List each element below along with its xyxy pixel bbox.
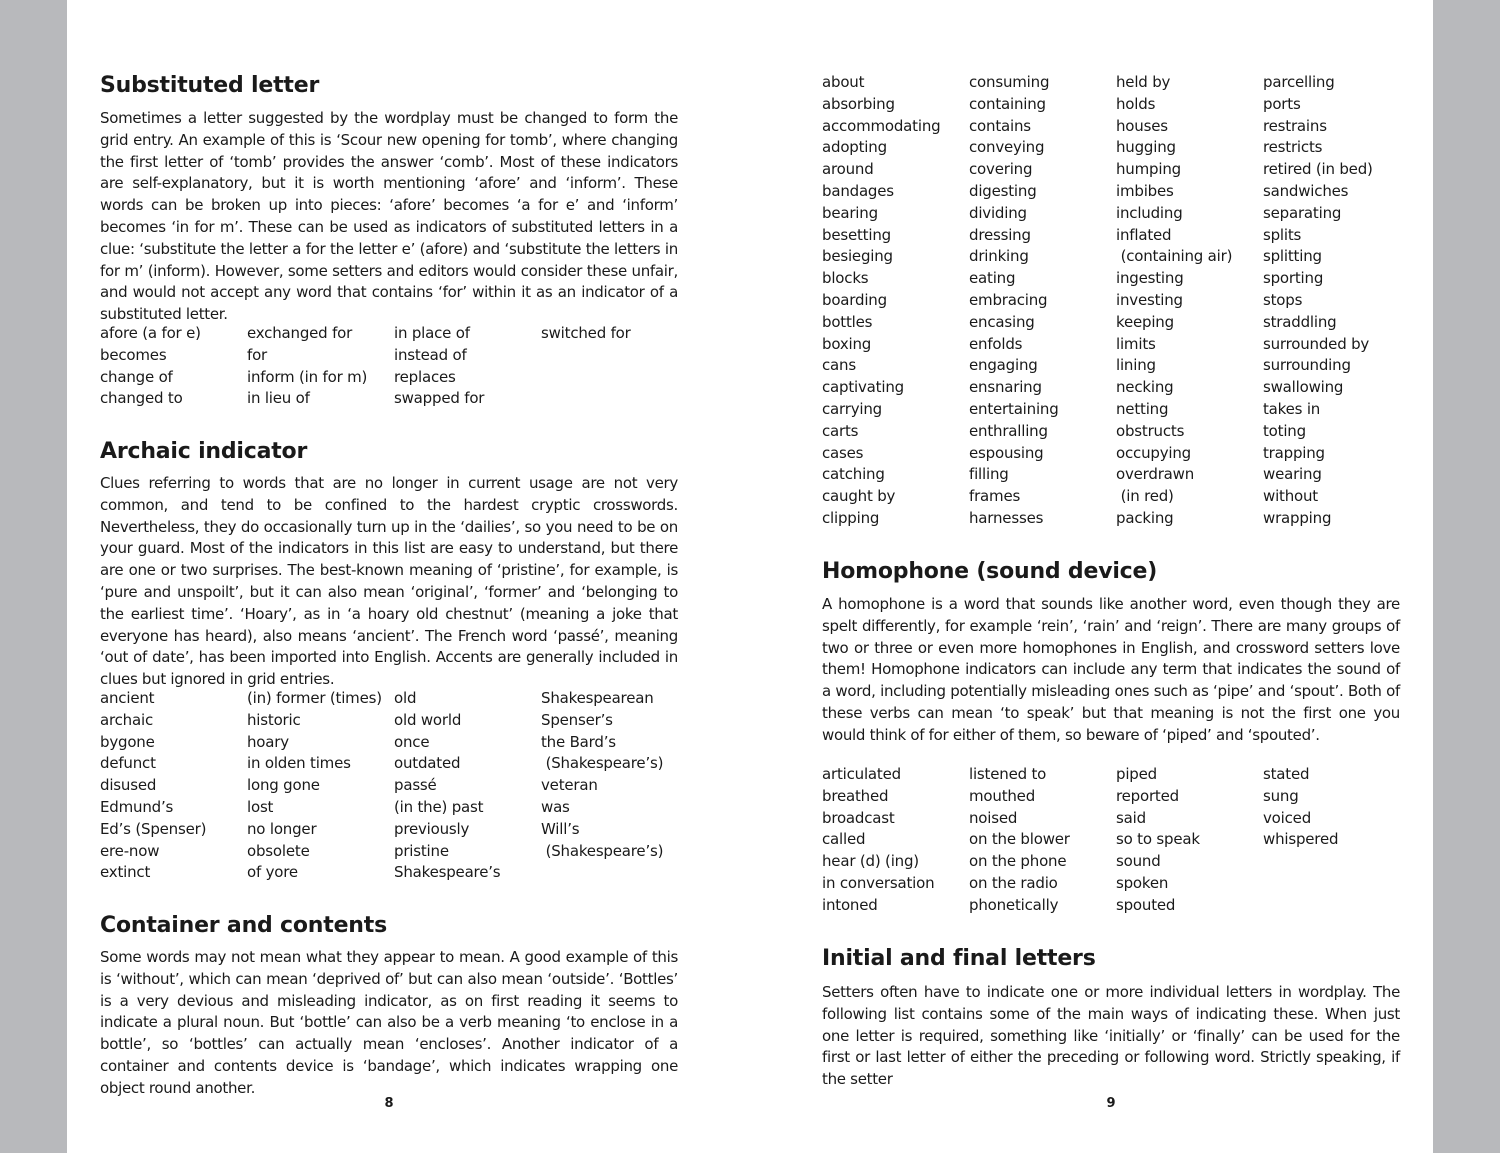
list-item: lining — [1116, 356, 1156, 375]
section-heading: Homophone (sound device) — [822, 559, 1158, 584]
list-item: holds — [1116, 94, 1156, 113]
list-item: houses — [1116, 116, 1168, 135]
list-item: on the blower — [969, 830, 1070, 849]
list-item: containing — [969, 94, 1046, 113]
list-item: in lieu of — [247, 389, 310, 408]
list-item: around — [822, 160, 874, 179]
list-item: cans — [822, 356, 856, 375]
word-column — [1116, 764, 1263, 917]
section-body: Some words may not mean what they appear to mean. A good example of this is ‘without’, which can mean ‘deprived of’ but can also mean ‘outside’. ‘Bottles’ is a very devious and misleading indicator, as on first reading it seems to indicate a plural noun. But ‘bottle’ can also be a verb meaning ‘to enclose in a bottle’, so ‘bottles’ can actually mean ‘encloses’. Another indicator of a container and contents device is ‘bandage’, which indicates wrapping one object round another. — [100, 948, 678, 1097]
list-item: trapping — [1263, 443, 1325, 462]
word-column — [100, 688, 247, 884]
list-item: piped — [1116, 765, 1157, 783]
list-item: inflated — [1116, 225, 1172, 244]
list-item: (in the) past — [394, 797, 484, 816]
word-column — [1263, 72, 1400, 530]
list-item: the Bard’s — [541, 732, 616, 751]
list-item: noised — [969, 808, 1018, 827]
list-item: separating — [1263, 203, 1342, 222]
list-item: swallowing — [1263, 378, 1344, 397]
word-column — [247, 323, 394, 410]
list-item: called — [822, 830, 866, 849]
list-item: bottles — [822, 312, 873, 331]
section-heading: Container and contents — [100, 913, 387, 938]
section-heading: Initial and final letters — [822, 946, 1096, 971]
list-item: switched for — [541, 324, 631, 342]
list-item: including — [1116, 203, 1183, 222]
word-column — [394, 323, 541, 410]
list-item: held by — [1116, 73, 1171, 91]
list-item: overdrawn — [1116, 465, 1195, 484]
list-item: of yore — [247, 863, 298, 882]
list-item: Edmund’s — [100, 797, 174, 816]
word-column — [1263, 764, 1400, 917]
list-item: mouthed — [969, 786, 1036, 805]
list-item: digesting — [969, 181, 1037, 200]
list-item: articulated — [822, 765, 901, 783]
list-item: sandwiches — [1263, 181, 1349, 200]
word-column — [541, 323, 678, 410]
list-item: so to speak — [1116, 830, 1200, 849]
list-item: ensnaring — [969, 378, 1042, 397]
page-9 — [822, 0, 1400, 1153]
list-item: imbibes — [1116, 181, 1174, 200]
list-item: consuming — [969, 73, 1050, 91]
list-item: sung — [1263, 786, 1299, 805]
list-item: cases — [822, 443, 864, 462]
section-container-and-contents — [100, 911, 678, 1100]
list-item: embracing — [969, 290, 1048, 309]
list-item: ports — [1263, 94, 1301, 113]
section-body: Clues referring to words that are no longer in current usage are not very common, and tend to be confined to the hardest cryptic crosswords. Nevertheless, they do occasionally turn up in the ‘dailies’, so you need to be on your guard. Most of the indicators in this list are easy to understand, but there are one or two surprises. The best-known meaning of ‘pristine’, for example, is ‘pure and unspoilt’, but it can also mean ‘original’, ‘former’ and ‘belonging to the earliest time’. ‘Hoary’, as in ‘a hoary old chestnut’ (meaning a joke that everyone has heard), also means ‘ancient’. The French word ‘passé’, meaning ‘out of date’, has been imported into English. Accents are generally included in clues but ignored in grid entries. — [100, 474, 678, 689]
list-item: historic — [247, 710, 301, 729]
list-item: change of — [100, 367, 173, 386]
list-item: spouted — [1116, 895, 1176, 914]
list-item: Spenser’s — [541, 710, 613, 729]
list-item: Shakespearean — [541, 689, 654, 707]
list-item: carrying — [822, 399, 882, 418]
list-item: was — [541, 797, 570, 816]
list-item: on the phone — [969, 852, 1067, 871]
book-spread — [67, 0, 1433, 1153]
list-item: spoken — [1116, 873, 1169, 892]
word-column — [1116, 72, 1263, 530]
section-body: Sometimes a letter suggested by the wordplay must be changed to form the grid entry. An example of this is ‘Scour new opening for tomb’, where changing the first letter of ‘tomb’ provides the answer ‘comb’. Most of these indicators are self-explanatory, but it is worth mentioning ‘afore’ and ‘inform’. These words can be broken up into pieces: ‘afore’ becomes ‘a for e’ and ‘inform’ becomes ‘in for m’. These can be used as indicators of substituted letters in a clue: ‘substitute the letter a for the letter e’ (afore) and ‘substitute the letters in for m’ (inform). However, some setters and editors would consider these unfair, and would not accept any word that contains ‘for’ within it as an indicator of a substituted letter. — [100, 109, 678, 324]
list-item: catching — [822, 465, 885, 484]
list-item: splitting — [1263, 247, 1322, 266]
word-list-substituted — [100, 323, 678, 410]
word-column — [394, 688, 541, 884]
list-item: absorbing — [822, 94, 895, 113]
word-list-archaic — [100, 688, 678, 884]
list-item: lost — [247, 797, 274, 816]
list-item: on the radio — [969, 873, 1058, 892]
list-item: frames — [969, 487, 1021, 506]
list-item: sound — [1116, 852, 1161, 871]
list-item: changed to — [100, 389, 183, 408]
list-item: once — [394, 732, 430, 751]
list-item: conveying — [969, 138, 1045, 157]
list-item: wrapping — [1263, 508, 1332, 527]
list-item: in conversation — [822, 873, 935, 892]
list-item: hugging — [1116, 138, 1176, 157]
word-column — [541, 688, 678, 884]
list-item: takes in — [1263, 399, 1321, 418]
list-item: stops — [1263, 290, 1303, 309]
list-item: ere-now — [100, 841, 160, 860]
page-number: 8 — [384, 1096, 394, 1111]
list-item: toting — [1263, 421, 1306, 440]
word-column — [247, 688, 394, 884]
list-item: Will’s — [541, 819, 580, 838]
list-item: humping — [1116, 160, 1181, 179]
list-item: occupying — [1116, 443, 1191, 462]
list-item: dressing — [969, 225, 1031, 244]
list-item: obstructs — [1116, 421, 1185, 440]
list-item: surrounded by — [1263, 334, 1370, 353]
list-item: bygone — [100, 732, 155, 751]
list-item: Shakespeare’s — [394, 863, 501, 882]
list-item: caught by — [822, 487, 896, 506]
list-item: old world — [394, 710, 462, 729]
list-item: wearing — [1263, 465, 1322, 484]
list-item: inform (in for m) — [247, 367, 368, 386]
list-item: carts — [822, 421, 859, 440]
section-body: A homophone is a word that sounds like another word, even though they are spelt differently, for example ‘rein’, ‘rain’ and ‘reign’. There are many groups of two or three or even more homophones in English, and crossword setters love them! Homophone indicators can include any term that indicates the sound of a word, including potentially misleading ones such as ‘pipe’ and ‘spout’. Both of these verbs can mean ‘to speak’ but that meaning is not the first one you would think of for either of them, so beware of ‘piped’ and ‘spouted’. — [822, 595, 1400, 744]
list-item: phonetically — [969, 895, 1059, 914]
list-item: long gone — [247, 776, 320, 795]
section-substituted-letter — [100, 71, 678, 326]
list-item: outdated — [394, 754, 461, 773]
list-item: restricts — [1263, 138, 1323, 157]
list-item: replaces — [394, 367, 456, 386]
list-item: said — [1116, 808, 1146, 827]
list-item: disused — [100, 776, 157, 795]
list-item: covering — [969, 160, 1033, 179]
list-item: contains — [969, 116, 1031, 135]
list-item: without — [1263, 487, 1318, 506]
page-8 — [100, 0, 678, 1153]
list-item: dividing — [969, 203, 1027, 222]
list-item: (in red) — [1116, 487, 1174, 506]
list-item: previously — [394, 819, 470, 838]
word-list-container — [822, 72, 1400, 530]
list-item: breathed — [822, 786, 889, 805]
section-heading: Substituted letter — [100, 73, 320, 98]
list-item: Ed’s (Spenser) — [100, 819, 207, 838]
list-item: hoary — [247, 732, 289, 751]
list-item: no longer — [247, 819, 317, 838]
list-item: boarding — [822, 290, 887, 309]
list-item: in olden times — [247, 754, 351, 773]
list-item: splits — [1263, 225, 1302, 244]
list-item: defunct — [100, 754, 156, 773]
list-item: for — [247, 345, 268, 364]
list-item: broadcast — [822, 808, 895, 827]
word-column — [822, 72, 969, 530]
section-archaic-indicator — [100, 437, 678, 691]
list-item: engaging — [969, 356, 1038, 375]
list-item: reported — [1116, 786, 1179, 805]
word-column — [969, 72, 1116, 530]
list-item: filling — [969, 465, 1009, 484]
list-item: straddling — [1263, 312, 1337, 331]
list-item: listened to — [969, 765, 1047, 783]
list-item: ancient — [100, 689, 155, 707]
list-item: stated — [1263, 765, 1310, 783]
list-item: sporting — [1263, 269, 1324, 288]
list-item: limits — [1116, 334, 1156, 353]
list-item: restrains — [1263, 116, 1327, 135]
list-item: becomes — [100, 345, 167, 364]
list-item: obsolete — [247, 841, 310, 860]
list-item: packing — [1116, 508, 1174, 527]
list-item: exchanged for — [247, 324, 353, 342]
word-column — [822, 764, 969, 917]
section-homophone — [822, 557, 1400, 747]
list-item: (Shakespeare’s) — [541, 841, 664, 860]
list-item: in place of — [394, 324, 470, 342]
list-item: necking — [1116, 378, 1174, 397]
list-item: bandages — [822, 181, 894, 200]
list-item: surrounding — [1263, 356, 1351, 375]
list-item: besetting — [822, 225, 891, 244]
list-item: ingesting — [1116, 269, 1184, 288]
word-column — [969, 764, 1116, 917]
list-item: (containing air) — [1116, 247, 1233, 266]
list-item: swapped for — [394, 389, 485, 408]
list-item: about — [822, 73, 865, 91]
list-item: clipping — [822, 508, 880, 527]
list-item: (in) former (times) — [247, 689, 382, 707]
list-item: enthralling — [969, 421, 1048, 440]
list-item: veteran — [541, 776, 598, 795]
list-item: retired (in bed) — [1263, 160, 1373, 179]
list-item: instead of — [394, 345, 467, 364]
list-item: hear (d) (ing) — [822, 852, 919, 871]
list-item: captivating — [822, 378, 904, 397]
page-number: 9 — [1106, 1096, 1116, 1111]
word-column — [100, 323, 247, 410]
list-item: voiced — [1263, 808, 1312, 827]
list-item: old — [394, 689, 417, 707]
list-item: pristine — [394, 841, 449, 860]
list-item: passé — [394, 776, 437, 795]
list-item: extinct — [100, 863, 151, 882]
list-item: intoned — [822, 895, 878, 914]
list-item: harnesses — [969, 508, 1044, 527]
list-item: accommodating — [822, 116, 941, 135]
list-item: boxing — [822, 334, 872, 353]
section-body: Setters often have to indicate one or more individual letters in wordplay. The following list contains some of the main ways of indicating these. When just one letter is required, something like ‘initially’ or ‘finally’ can be used for the first or last letter of either the preceding or following word. Strictly speaking, if the setter — [822, 983, 1400, 1089]
list-item: netting — [1116, 399, 1169, 418]
list-item: besieging — [822, 247, 893, 266]
list-item: whispered — [1263, 830, 1339, 849]
list-item: eating — [969, 269, 1016, 288]
section-heading: Archaic indicator — [100, 439, 308, 464]
list-item: (Shakespeare’s) — [541, 754, 664, 773]
list-item: afore (a for e) — [100, 324, 201, 342]
list-item: espousing — [969, 443, 1044, 462]
list-item: entertaining — [969, 399, 1059, 418]
list-item: encasing — [969, 312, 1035, 331]
list-item: enfolds — [969, 334, 1023, 353]
section-initial-and-final-letters — [822, 944, 1400, 1091]
list-item: investing — [1116, 290, 1183, 309]
list-item: adopting — [822, 138, 887, 157]
list-item: parcelling — [1263, 73, 1335, 91]
list-item: keeping — [1116, 312, 1174, 331]
list-item: bearing — [822, 203, 878, 222]
list-item: blocks — [822, 269, 869, 288]
word-list-homophone — [822, 764, 1400, 917]
list-item: archaic — [100, 710, 153, 729]
list-item: drinking — [969, 247, 1029, 266]
